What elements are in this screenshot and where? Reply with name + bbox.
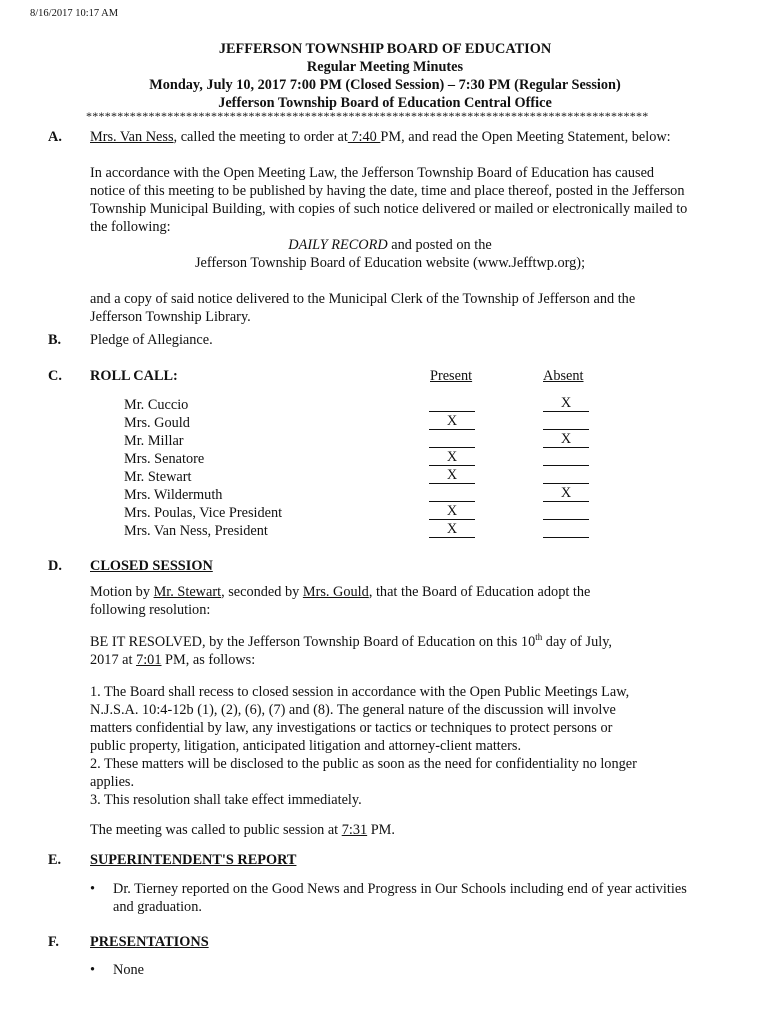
member-name: Mrs. Van Ness, President [124,523,268,539]
absent-mark [543,504,589,520]
public-session-time: 7:31 [341,822,368,838]
roll-call-title: ROLL CALL: [90,368,178,384]
motion: Motion by Mr. Stewart, seconded by Mrs. Gould, that the Board of Education adopt the following resolution: [90,584,591,618]
roll-call-row [124,450,724,468]
roll-call-row [124,432,724,450]
present-mark: X [429,504,475,520]
mover-name: Mr. Stewart [153,584,222,600]
clerk-notice: and a copy of said notice delivered to the Municipal Clerk of the Township of Jefferson and the Jefferson Township Library. [90,291,636,325]
present-mark: X [429,468,475,484]
present-header: Present [430,368,473,384]
publication-notice: DAILY RECORD and posted on the Jefferson Township Board of Education website (www.Jefftwp.org); [194,237,586,271]
roll-call-row [124,504,724,522]
roll-call-row [124,522,724,540]
call-to-order: Mrs. Van Ness, called the meeting to order at 7:40 PM, and read the Open Meeting Statement, below: [90,129,671,145]
roll-call-row [124,468,724,486]
minutes-type: Regular Meeting Minutes [306,59,464,75]
board-title: JEFFERSON TOWNSHIP BOARD OF EDUCATION [218,41,552,57]
section-letter: B. [48,332,62,348]
presentations-title: PRESENTATIONS [90,934,209,950]
present-mark: X [429,450,475,466]
order-time: 7:40 [347,129,381,145]
absent-mark: X [543,486,589,502]
absent-header: Absent [543,368,584,384]
section-letter: E. [48,852,62,868]
member-name: Mrs. Gould [124,415,190,431]
absent-mark: X [543,432,589,448]
member-name: Mr. Stewart [124,469,192,485]
section-letter: D. [48,558,62,574]
public-session: The meeting was called to public session at 7:31 PM. [90,822,395,838]
member-name: Mr. Cuccio [124,397,189,413]
present-mark: X [429,522,475,538]
roll-call-row [124,486,724,504]
newspaper-name: DAILY RECORD [288,237,388,253]
section-letter: C. [48,368,62,384]
member-name: Mrs. Poulas, Vice President [124,505,283,521]
bullet: • [90,881,96,897]
closed-session-title: CLOSED SESSION [90,558,213,574]
absent-mark [543,468,589,484]
absent-mark: X [543,396,589,412]
bullet: • [90,962,96,978]
section-letter: F. [48,934,59,950]
document-header [0,40,770,112]
present-mark [429,486,475,502]
caller-name: Mrs. Van Ness [90,129,174,145]
resolution: BE IT RESOLVED, by the Jefferson Township Board of Education on this 10th day of July, 2017 at 7:01 PM, as follows: [90,632,612,668]
meeting-date: Monday, July 10, 2017 7:00 PM (Closed Session) – 7:30 PM (Regular Session) [149,77,621,93]
website-line: Jefferson Township Board of Education website (www.Jefftwp.org); [194,255,586,271]
present-mark [429,432,475,448]
section-letter: A. [48,129,62,145]
meeting-location: Jefferson Township Board of Education Central Office [218,95,552,111]
pledge: Pledge of Allegiance. [90,332,213,348]
open-meeting-statement: In accordance with the Open Meeting Law, the Jefferson Township Board of Education has caused notice of this meeting to be published by having the date, time and place thereof, posted in the Jefferson Township Municipal Building, with copies of such notice delivered or mailed or electronically mailed to the following: [90,165,688,235]
resolution-items: 1. The Board shall recess to closed session in accordance with the Open Public Meetings Law, N.J.S.A. 10:4-12b (1), (2), (6), (7) and (8). The general nature of the discussion will involve matters confidential by law, any investigations or tactics or techniques to protect persons or public property, litigation, anticipated litigation and attorney-client matters. 2. These matters will be disclosed to the public as soon as the need for confidentiality no longer applies. 3. This resolution shall take effect immediately. [90,684,637,808]
absent-mark [543,450,589,466]
member-name: Mr. Millar [124,433,184,449]
absent-mark [543,414,589,430]
present-mark [429,396,475,412]
header-separator: ****************************************************************************************** [86,110,649,123]
roll-call-row [124,396,724,414]
present-mark: X [429,414,475,430]
seconder-name: Mrs. Gould [302,584,369,600]
recess-time: 7:01 [136,652,162,668]
print-timestamp: 8/16/2017 10:17 AM [30,8,119,19]
member-name: Mrs. Senatore [124,451,205,467]
absent-mark [543,522,589,538]
superintendent-report-title: SUPERINTENDENT'S REPORT [90,852,297,868]
roll-call-row [124,414,724,432]
member-name: Mrs. Wildermuth [124,487,223,503]
